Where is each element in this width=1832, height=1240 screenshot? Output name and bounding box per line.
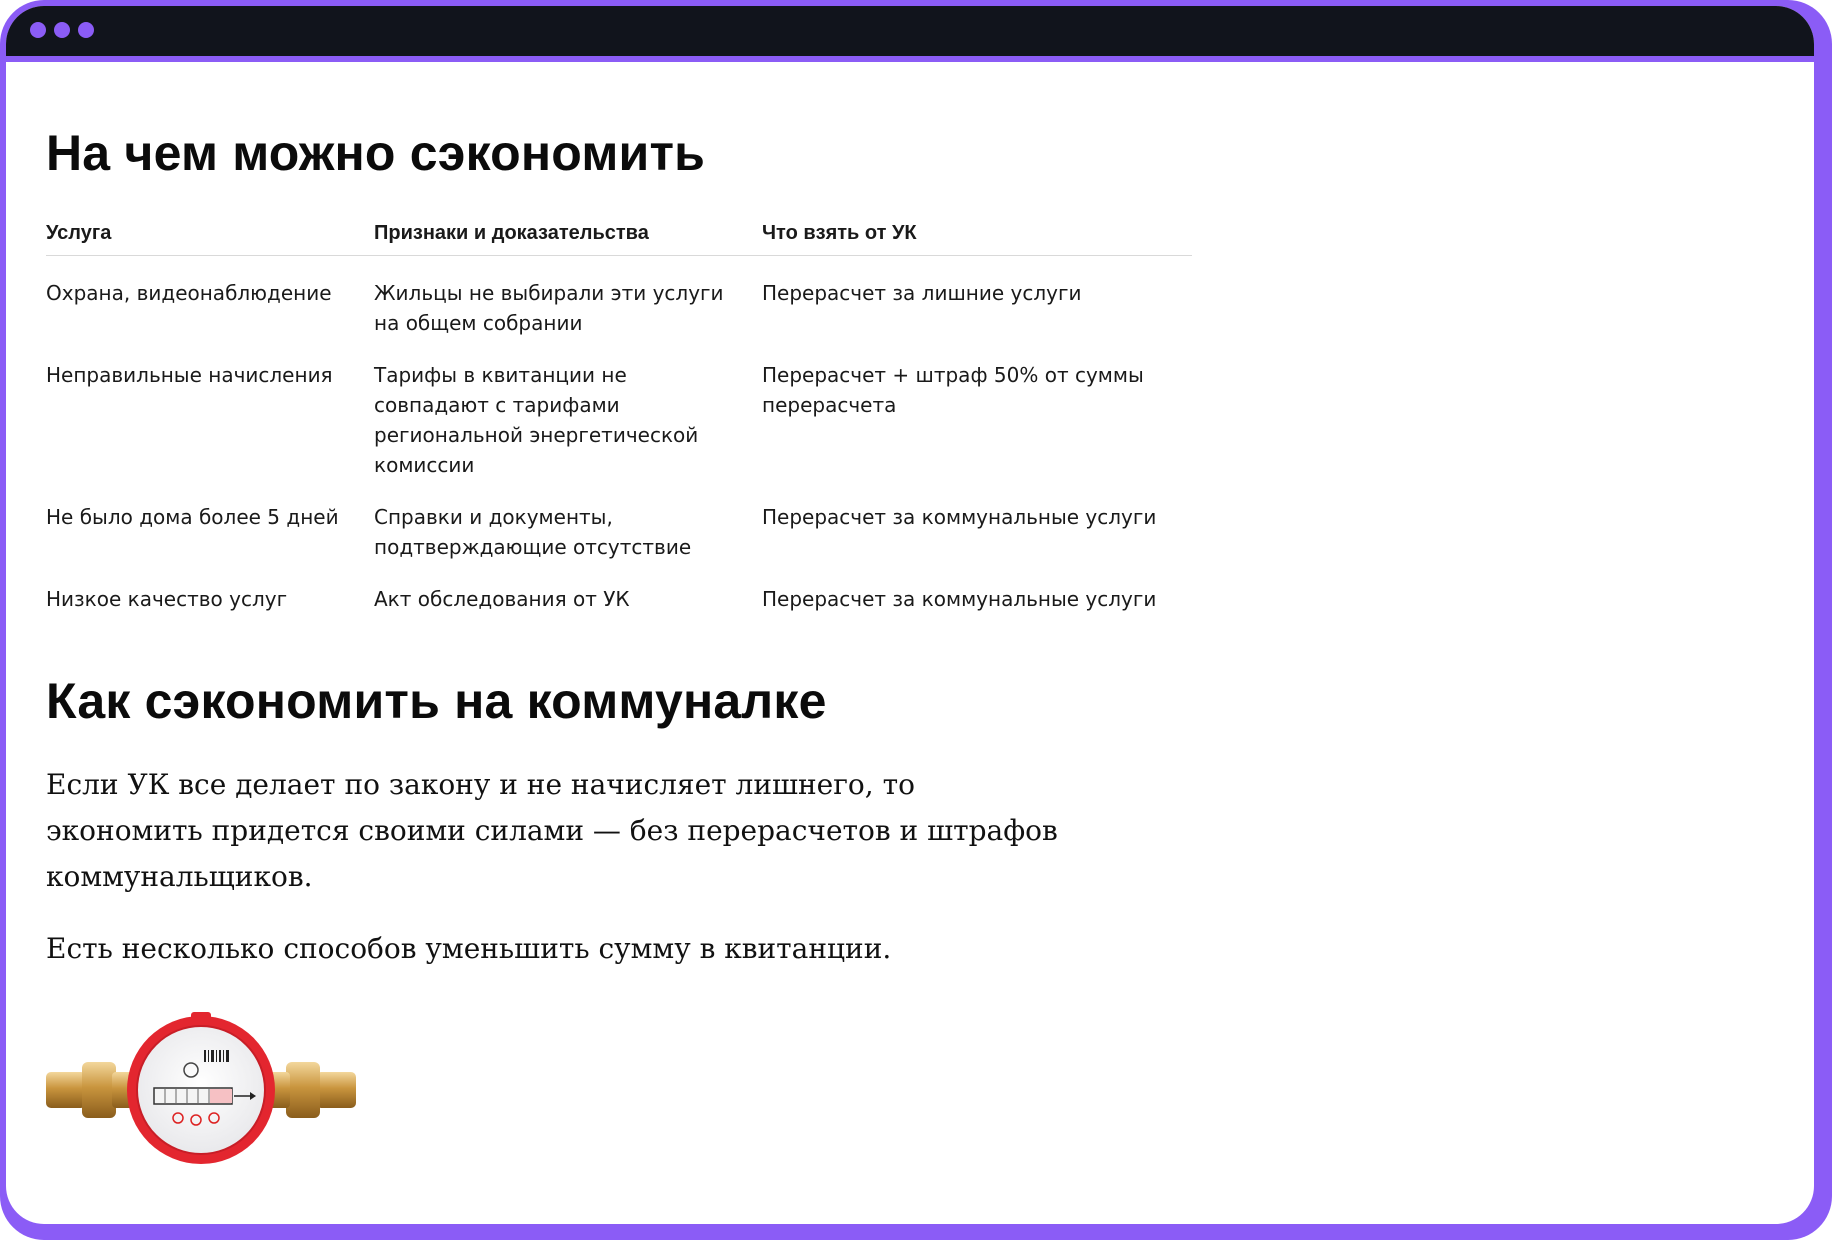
- table-cell: Охрана, видеонаблюдение: [46, 281, 332, 305]
- table-cell: Перерасчет за коммунальные услуги: [762, 505, 1157, 529]
- table-row: [46, 480, 1192, 562]
- table-cell: Справки и документы, подтверждающие отсутствие: [374, 505, 692, 559]
- window-control-dot[interactable]: [30, 22, 46, 38]
- table-cell: Тарифы в квитанции не совпадают с тарифами региональной энергетической комиссии: [374, 363, 699, 477]
- section-title-savings: На чем можно сэкономить: [46, 125, 706, 181]
- table-cell: Перерасчет за коммунальные услуги: [762, 587, 1157, 611]
- window-control-dot[interactable]: [78, 22, 94, 38]
- table-cell: Перерасчет + штраф 50% от суммы перерасчета: [762, 363, 1144, 417]
- browser-window: [6, 6, 1814, 1224]
- table-cell: Низкое качество услуг: [46, 587, 288, 611]
- section-title-how-to-save: Как сэкономить на коммуналке: [46, 673, 827, 729]
- water-meter-icon: [46, 1010, 356, 1170]
- title-bar: [6, 6, 1814, 62]
- table-header-row: [46, 222, 1192, 256]
- table-row: [46, 338, 1192, 480]
- column-header-result: Что взять от УК: [762, 222, 1192, 256]
- savings-table: [46, 222, 1192, 614]
- table-cell: Акт обследования от УК: [374, 587, 630, 611]
- table-row: [46, 256, 1192, 339]
- table-cell: Не было дома более 5 дней: [46, 505, 339, 529]
- column-header-service: Услуга: [46, 222, 374, 256]
- column-header-evidence: Признаки и доказательства: [374, 222, 762, 256]
- table-cell: Неправильные начисления: [46, 363, 333, 387]
- table-cell: Перерасчет за лишние услуги: [762, 281, 1082, 305]
- paragraph-ways: Есть несколько способов уменьшить сумму в квитанции.: [46, 932, 892, 965]
- table-cell: Жильцы не выбирали эти услуги на общем собрании: [374, 281, 724, 335]
- paragraph-intro: Если УК все делает по закону и не начисляет лишнего, то экономить придется своими силами — без перерасчетов и штрафов коммунальщиков.: [46, 768, 1058, 893]
- table-row: [46, 562, 1192, 614]
- window-control-dot[interactable]: [54, 22, 70, 38]
